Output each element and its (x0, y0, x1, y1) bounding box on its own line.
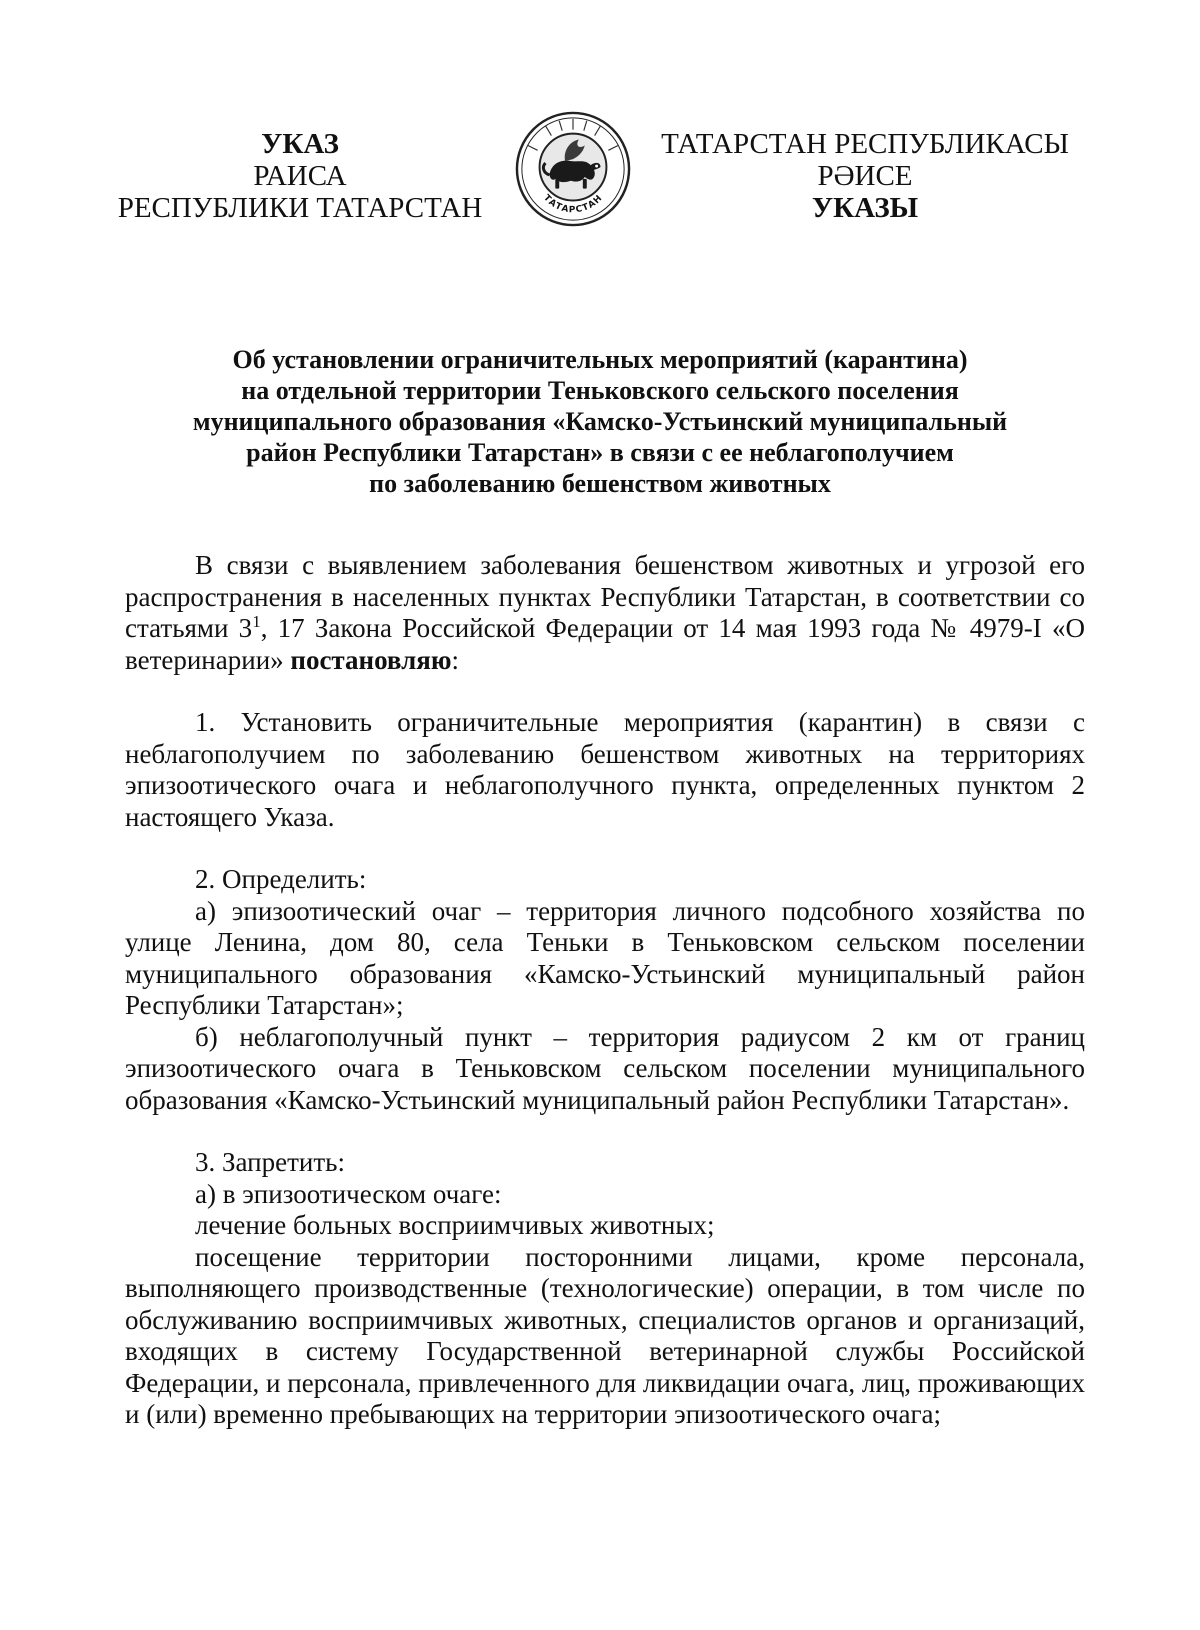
title-line: район Республики Татарстан» в связи с ее неблагополучием (246, 438, 954, 467)
preamble-text-2: , 17 Закона Российской Федерации от 14 мая 1993 года № 4979-I «О ветеринарии» (125, 613, 1085, 675)
item-2-b: б) неблагополучный пункт – территория радиусом 2 км от границ эпизоотического очага в Теньковском сельском поселении муниципального образования «Камско-Устьинский муниципальный район Республики Татарстан». (125, 1021, 1085, 1115)
emblem-text: ТАТАРСТАН (541, 193, 605, 216)
header-left-line2: РАИСА (253, 160, 347, 192)
item-2-heading: 2. Определить: (195, 864, 367, 894)
title-line: по заболеванию бешенством животных (369, 469, 831, 498)
item-3-a: а) в эпизоотическом очаге: (195, 1178, 502, 1209)
title-line: на отдельной территории Теньковского сельского поселения (241, 376, 959, 405)
header-right-line1: ТАТАРСТАН РЕСПУБЛИКАСЫ (661, 128, 1069, 160)
header-left-russian (110, 128, 490, 224)
item-3-heading: 3. Запретить: (195, 1147, 345, 1177)
item-3-line-1: лечение больных восприимчивых животных; (195, 1210, 715, 1240)
header-right-line3: УКАЗЫ (811, 192, 919, 224)
item-3-line-2: посещение территории посторонними лицами, кроме персонала, выполняющего производственные (технологические) операции, в том числе по обслуживанию восприимчивых животных, специалистов органов и организаций, входящих в систему Государственной ветеринарной службы Российской Федерации, и персонала, привлеченного для ликвидации очага, лиц, проживающих и (или) временно пребывающих на территории эпизоотического очага; (125, 1241, 1085, 1429)
preamble-resolve-word: постановляю (290, 644, 452, 675)
item-2-a: а) эпизоотический очаг – территория личного подсобного хозяйства по улице Ленина, дом 80, села Теньки в Теньковском сельском поселении муниципального образования «Камско-Устьинский муниципальный район Республики Татарстан»; (125, 895, 1085, 1020)
document-header (0, 128, 1200, 238)
coat-of-arms-emblem (514, 110, 632, 228)
title-line: Об установлении ограничительных мероприятий (карантина) (232, 345, 968, 374)
header-right-tatar (660, 128, 1070, 224)
header-left-line3: РЕСПУБЛИКИ ТАТАРСТАН (117, 192, 483, 224)
item-1-paragraph: 1. Установить ограничительные мероприятия (карантин) в связи с неблагополучием по заболеванию бешенством животных на территориях эпизоотического очага и неблагополучного пункта, определенных пунктом 2 настоящего Указа. (125, 707, 1085, 832)
preamble-text: В связи с выявлением заболевания бешенством животных и угрозой его распространения в населенных пунктах Республики Татарстан, в соответствии со статьями 3 (125, 550, 1085, 643)
document-title (110, 344, 1090, 499)
header-right-line2: РӘИСЕ (817, 160, 913, 192)
title-line: муниципального образования «Камско-Устьинский муниципальный (192, 407, 1008, 436)
header-left-line1: УКАЗ (261, 128, 339, 160)
preamble-colon: : (451, 644, 460, 675)
preamble-superscript: 1 (252, 612, 261, 631)
preamble-paragraph (125, 550, 1085, 676)
document-body (125, 550, 1085, 1431)
